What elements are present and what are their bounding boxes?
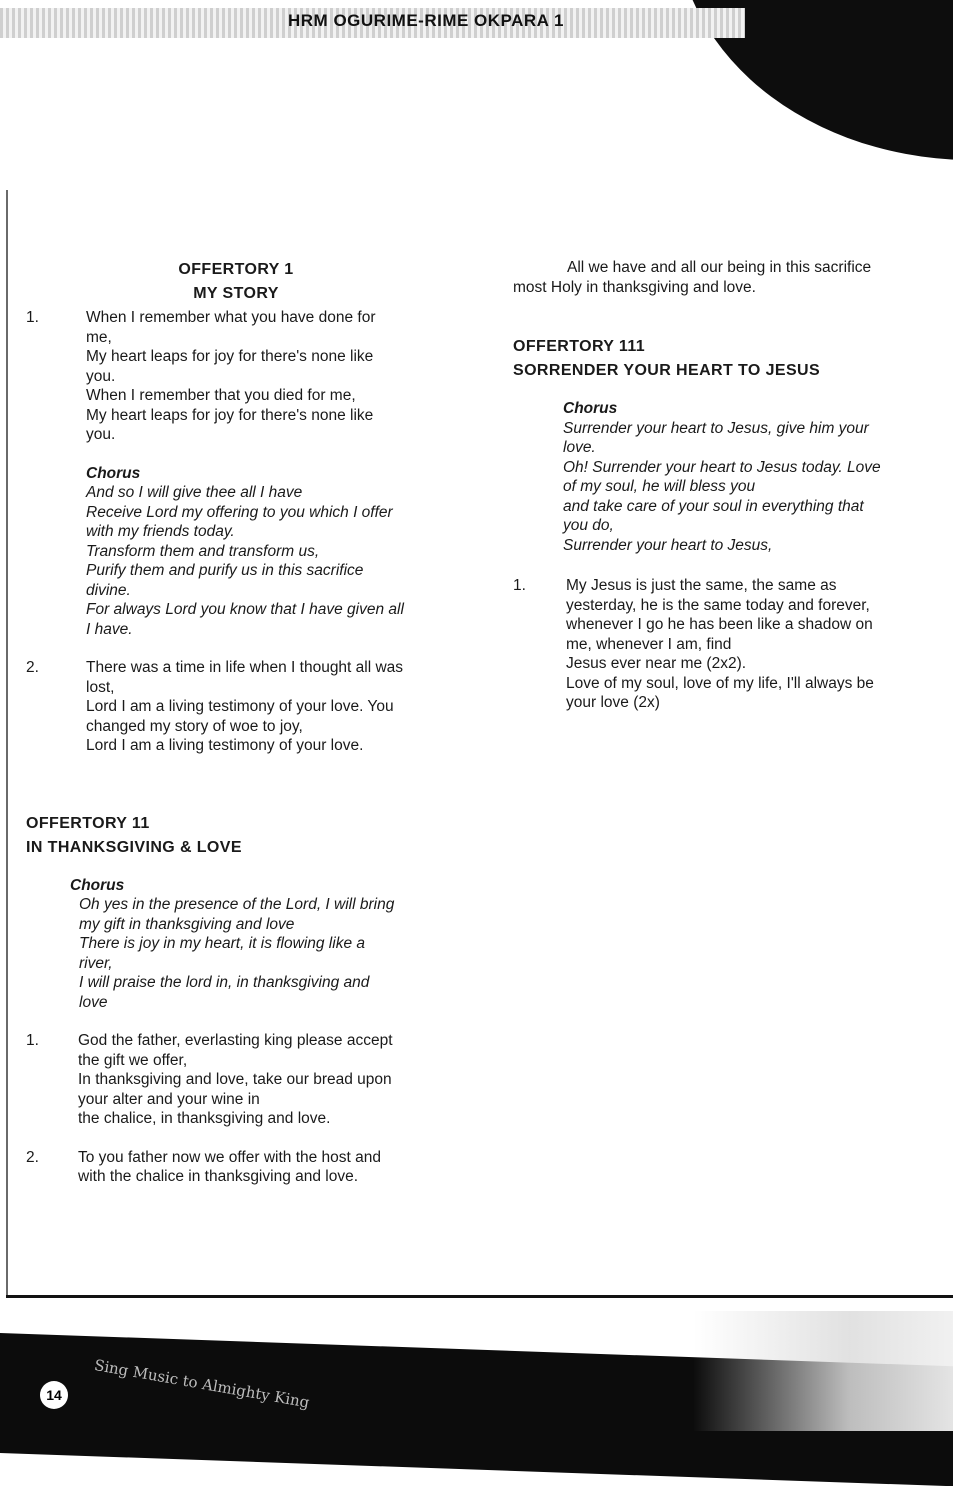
verse-line: your love (2x) [566,694,660,711]
verse-line: lost, [86,678,115,696]
chorus-line: I will praise the lord in, in thanksgiving and [79,974,370,991]
offertory2-verse2 [26,1148,466,1187]
offertory1-verse1 [26,308,466,445]
verse-line: whenever I go he has been like a shadow on [566,616,873,633]
verse-line: When I remember what you have done for [86,309,376,326]
chorus-line: Transform them and transform us, [86,542,320,560]
chorus-line: love. [563,439,596,456]
verse-line: the gift we offer, [78,1051,188,1069]
chorus-line: Purify them and purify us in this sacrifice [86,562,364,579]
chorus-line: I have. [86,620,133,638]
chorus-line: and take care of your soul in everything that [563,497,864,515]
chorus-line: my gift in thanksgiving and love [79,915,295,933]
offertory3-title: OFFERTORY 111 [513,338,646,355]
offertory1-title: OFFERTORY 1 [178,261,294,278]
offertory3-chorus [513,399,933,555]
verse-number: 1. [26,1032,39,1049]
verse-line: Lord I am a living testimony of your love. You [86,698,394,715]
page-number: 14 [40,1381,68,1409]
chorus-line: For always Lord you know that I have given all [86,601,404,618]
continuation-line: All we have and all our being in this sacrifice [567,259,872,276]
offertory3-verse1 [513,576,933,713]
chorus-line: Surrender your heart to Jesus, give him your [563,419,869,437]
verse-line: the chalice, in thanksgiving and love. [78,1110,331,1127]
verse-number: 2. [26,659,39,676]
chorus-line: divine. [86,581,131,599]
offertory2-verse1 [26,1031,466,1129]
verse-line: When I remember that you died for me, [86,387,356,404]
footer-fade [693,1311,953,1431]
offertory2-subtitle: IN THANKSGIVING & LOVE [26,838,242,856]
offertory3-subtitle: SORRENDER YOUR HEART TO JESUS [513,362,821,379]
chorus-line: with my friends today. [86,523,235,540]
verse-line: me, whenever I am, find [566,635,732,653]
page-header-title: HRM OGURIME-RIME OKPARA 1 [288,11,564,30]
verse-line: me, [86,328,112,346]
verse-number: 2. [26,1148,39,1166]
chorus-line: Oh! Surrender your heart to Jesus today. Love [563,458,881,476]
verse-line: with the chalice in thanksgiving and love. [78,1168,359,1185]
chorus-line: you do, [563,517,614,534]
verse-line: In thanksgiving and love, take our bread upon [78,1071,392,1088]
offertory2-chorus [26,876,466,1013]
verse-line: Love of my soul, love of my life, I'll always be [566,674,874,692]
verse-line: you. [86,426,116,443]
chorus-line: of my soul, he will bless you [563,478,756,495]
verse-line: My Jesus is just the same, the same as [566,577,837,594]
bottom-border [6,1295,953,1298]
offertory1-verse2 [26,658,466,756]
left-column [26,258,466,1187]
verse-line: your alter and your wine in [78,1090,260,1108]
continuation-line: most Holy in thanksgiving and love. [513,278,756,296]
offertory1-chorus [26,464,466,640]
verse-line: Lord I am a living testimony of your love. [86,737,364,754]
chorus-heading: Chorus [563,400,618,417]
verse-number: 1. [26,309,39,326]
left-border [6,190,8,1295]
chorus-line: And so I will give thee all I have [86,484,303,501]
chorus-line: Oh yes in the presence of the Lord, I will bring [79,896,395,913]
offertory2-title: OFFERTORY 11 [26,814,150,832]
chorus-line: love [79,993,108,1011]
verse-line: God the father, everlasting king please accept [78,1032,393,1049]
verse-number: 1. [513,577,526,594]
verse-line: you. [86,367,116,385]
chorus-heading: Chorus [70,876,125,894]
right-column [513,258,933,713]
verse-line: There was a time in life when I thought all was [86,659,404,676]
verse-line: Jesus ever near me (2x2). [566,655,747,672]
chorus-line: There is joy in my heart, it is flowing like a [79,935,365,952]
chorus-heading: Chorus [86,464,141,482]
footer-tagline: Sing Music to Almighty King [92,1356,311,1412]
verse-line: To you father now we offer with the host and [78,1148,382,1166]
chorus-line: river, [79,954,113,972]
verse-line: changed my story of woe to joy, [86,717,303,735]
verse-line: My heart leaps for joy for there's none like [86,406,374,424]
verse-line: My heart leaps for joy for there's none like [86,348,374,365]
offertory1-subtitle: MY STORY [193,285,279,302]
chorus-line: Receive Lord my offering to you which I offer [86,503,393,521]
verse-line: yesterday, he is the same today and forever, [566,596,870,614]
chorus-line: Surrender your heart to Jesus, [563,536,773,554]
